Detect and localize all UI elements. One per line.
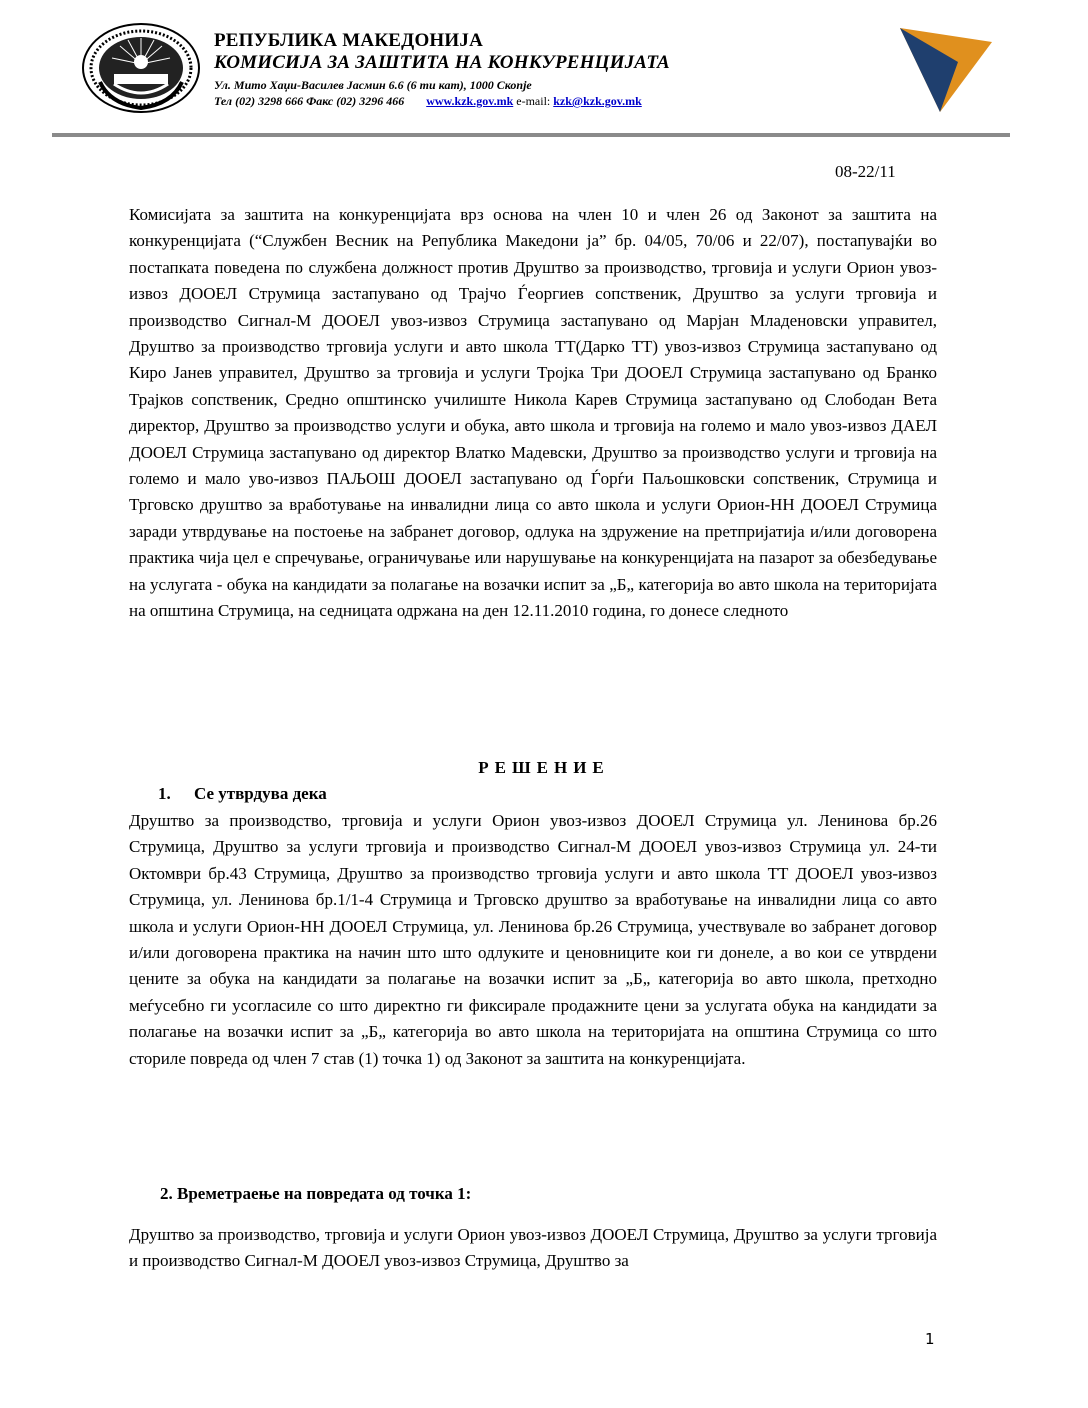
commission-name: КОМИСИЈА ЗА ЗАШТИТА НА КОНКУРЕНЦИЈАТА (214, 52, 670, 73)
email-link[interactable]: kzk@kzk.gov.mk (553, 94, 642, 108)
commission-triangle-logo-icon (896, 26, 996, 114)
email-label: e-mail: (516, 94, 551, 108)
item-2-paragraph: Друштво за производство, трговија и услуги Орион увоз-извоз ДООЕЛ Струмица, Друштво за услуги трговија и производство Сигнал-М ДООЕЛ увоз-извоз Струмица, Друштво за (129, 1225, 937, 1271)
item-1-heading (158, 784, 327, 804)
republic-name: РЕПУБЛИКА МАКЕДОНИЈА (214, 30, 484, 51)
contact-line (214, 93, 854, 109)
page-number: 1 (925, 1330, 935, 1348)
item-1-heading-text: Се утврдува дека (194, 784, 327, 803)
item-2-heading: 2. Времетраење на повредата од точка 1: (160, 1184, 472, 1203)
item-1-number: 1. (158, 784, 171, 803)
commission-address: Ул. Митo Хаџи-Василев Јасмин 6.6 (6 ти кат), 1000 Скопје (214, 78, 532, 92)
intro-paragraph: Комисијата за заштита на конкуренцијата врз основа на член 10 и член 26 од Законот за заштита на конкуренцијата (“Службен Весник на Република Македони ја” бр. 04/05, 70/06 и 22/07), постапувајќи во постапката поведена по службена должност против Друштво за производство, трговија и услуги Орион увоз-извоз ДООЕЛ Струмица застапувано од Трајчо Ѓеоргиев сопственик, Друштво за услуги трговија и производство Сигнал-М ДООЕЛ увоз-извоз Струмица застапувано од Марјан Младеновски управител, Друштво за производство трговија услуги и авто школа ТТ(Дарко ТТ) увоз-извоз Струмица застапувано од Киро Јанев управител, Друштво за трговија и услуги Тројка Три ДООЕЛ Струмица застапувано од Бранко Трајков сопственик, Средно општинско училиште Никола Карев Струмица застапувано од Слободан Вета директор, Друштво за производство услуги и обука, авто школа и трговија на големо и мало увоз-извоз ДАЕЛ ДООЕЛ Струмица застапувано од директор Влатко Мадевски, Друштво за производство услуги и трговија на големо и мало уво-извоз ПАЉОШ ДООЕЛ застапувано од Ѓорѓи Паљошковски сопственик, Струмица и Трговско друштво за вработување на инвалидни лица со авто школа и услуги Орион-НН ДООЕЛ Струмица заради утврдување на постоење на забранет договор, одлука на здружение на претпријатија и/или договорена практика чија цел е спречување, ограничување или нарушување на конкуренцијата на пазарот за обезбедување на услугата - обука на кандидати за полагање на возачки испит за „Б„ категорија во авто школа на територијата на општина Струмица, на седницата одржана на ден 12.11.2010 година, го донесе следното (129, 205, 937, 621)
coat-of-arms-emblem-icon (80, 22, 202, 114)
decision-title: РЕШЕНИЕ (478, 758, 610, 777)
item-1-paragraph: Друштво за производство, трговија и услуги Орион увоз-извоз ДООЕЛ Струмица ул. Ленинова бр.26 Струмица, Друштво за услуги трговија и производство Сигнал-М ДООЕЛ увоз-извоз Струмица ул. 24-ти Октомври бр.43 Струмица, Друштво за производство трговија услуги и авто школа ТТ ДООЕЛ увоз-извоз Струмица, ул. Ленинова бр.1/1-4 Струмица и Трговско друштво за вработување на инвалидни лица со авто школа и услуги Орион-НН ДООЕЛ Струмица, ул. Ленинова бр.26 Струмица, учествувале во забранет договор и/или договорена практика на начин што што одлуките и ценовниците кои ги донеле, а во кои се утврдени цените за обука на кандидати за полагање на возачки испит за „Б„ категорија во авто школа, претходно меѓусебно ги усогласиле со што директно ги фиксирале продажните цени за услугата обука на кандидати за полагање на возачки испит за „Б„ категорија во авто школа на територијата на општина Струмица со што сториле повреда од член 7 став (1) точка 1) од Законот за заштита на конкуренцијата. (129, 811, 937, 1068)
header-divider (52, 133, 1010, 137)
phone-fax: Тел (02) 3298 666 Факс (02) 3296 466 (214, 94, 405, 108)
reference-number: 08-22/11 (835, 162, 896, 181)
letterhead (214, 30, 854, 109)
website-link[interactable]: www.kzk.gov.mk (426, 94, 514, 108)
